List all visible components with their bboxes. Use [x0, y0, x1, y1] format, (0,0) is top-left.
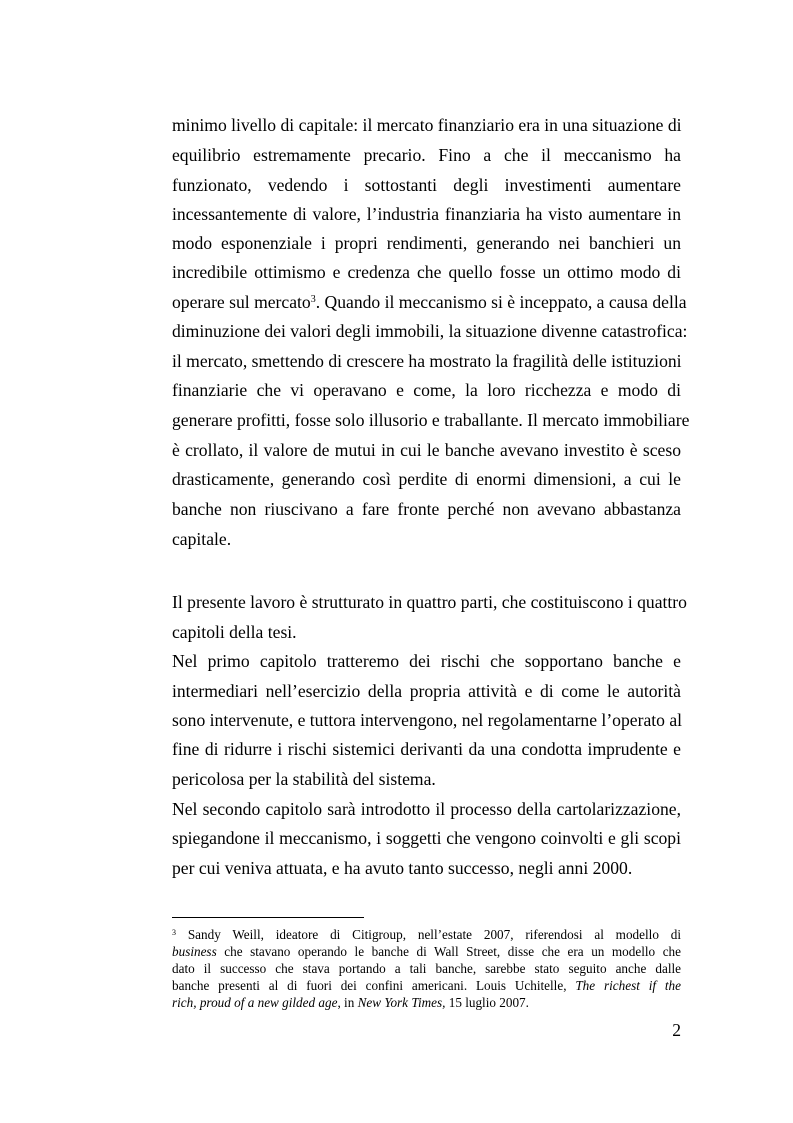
footnote-line — [172, 943, 681, 961]
text-line: modo esponenziale i propri rendimenti, generando nei banchieri un — [172, 233, 681, 253]
text-segment: Sandy Weill, ideatore di Citigroup, nell’estate 2007, riferendosi al modello di — [176, 927, 681, 942]
text-line: sono intervenute, e tuttora intervengono, nel regolamentarne l’operato al — [172, 710, 683, 730]
text-line: funzionato, vedendo i sottostanti degli investimenti aumentare — [172, 175, 681, 195]
text-line: il mercato, smettendo di crescere ha mostrato la fragilità delle istituzioni — [172, 351, 682, 371]
text-segment: banche presenti al di fuori dei confini americani. Louis Uchitelle, — [172, 978, 576, 993]
text-line-with-footnote-ref — [172, 287, 687, 317]
text-line: Il presente lavoro è strutturato in quattro parti, che costituiscono i quattro — [172, 592, 687, 612]
footnote-line — [172, 926, 681, 944]
article-title: The richest if the — [575, 978, 681, 993]
text-line: capitoli della tesi. — [172, 622, 297, 642]
footnote-separator — [172, 917, 364, 918]
text-segment: . Quando il meccanismo si è inceppato, a causa della — [315, 292, 687, 312]
footnote-line — [172, 977, 681, 995]
text-line: pericolosa per la stabilità del sistema. — [172, 769, 436, 789]
footnote-reference: 3 — [310, 294, 316, 305]
text-line: capitale. — [172, 529, 232, 549]
footnote-line — [172, 994, 681, 1012]
text-line: Nel secondo capitolo sarà introdotto il processo della cartolarizzazione, — [172, 799, 681, 819]
text-line: Nel primo capitolo tratteremo dei rischi che sopportano banche e — [172, 651, 681, 671]
publication-name: New York Times, — [357, 995, 446, 1010]
text-line: intermediari nell’esercizio della propria attività e di come le autorità — [172, 681, 681, 701]
text-line: minimo livello di capitale: il mercato finanziario era in una situazione di — [172, 115, 682, 135]
text-line: finanziarie che vi operavano e come, la loro ricchezza e modo di — [172, 380, 681, 400]
article-title: rich, proud of a new gilded age — [172, 995, 338, 1010]
page-number: 2 — [672, 1020, 681, 1040]
text-line: è crollato, il valore de mutui in cui le banche avevano investito è sceso — [172, 440, 681, 460]
text-line: incessantemente di valore, l’industria finanziaria ha visto aumentare in — [172, 204, 681, 224]
footnote-line: dato il successo che stava portando a tali banche, sarebbe stato seguito anche dalle — [172, 961, 681, 976]
text-line: fine di ridurre i rischi sistemici derivanti da una condotta imprudente e — [172, 739, 681, 759]
text-line: banche non riuscivano a fare fronte perché non avevano abbastanza — [172, 499, 681, 519]
italic-term: business — [172, 944, 217, 959]
text-line: equilibrio estremamente precario. Fino a che il meccanismo ha — [172, 145, 681, 165]
text-segment: operare sul mercato — [172, 292, 311, 312]
text-line: diminuzione dei valori degli immobili, la situazione divenne catastrofica: — [172, 321, 688, 341]
text-line: drasticamente, generando così perdite di enormi dimensioni, a cui le — [172, 469, 681, 489]
text-segment: che stavano operando le banche di Wall Street, disse che era un modello che — [216, 944, 681, 959]
text-segment: 15 luglio 2007. — [445, 995, 529, 1010]
text-line: spiegandone il meccanismo, i soggetti che vengono coinvolti e gli scopi — [172, 828, 681, 848]
text-line: incredibile ottimismo e credenza che quello fosse un ottimo modo di — [172, 262, 681, 282]
footnote-number: 3 — [172, 928, 176, 937]
text-line: generare profitti, fosse solo illusorio e traballante. Il mercato immobiliare — [172, 410, 690, 430]
text-segment: , in — [337, 995, 358, 1010]
text-line: per cui veniva attuata, e ha avuto tanto successo, negli anni 2000. — [172, 858, 633, 878]
